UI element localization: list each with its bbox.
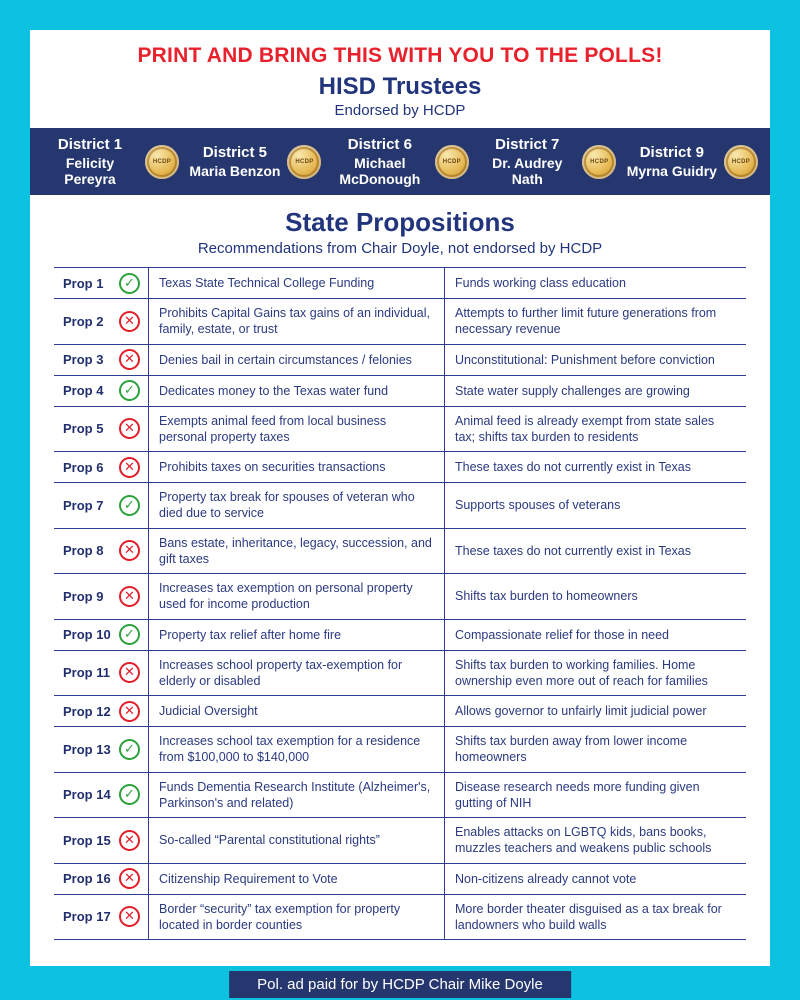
hcdp-seal-icon: HCDP — [145, 145, 179, 179]
district-text — [627, 144, 717, 179]
prop-reason: Attempts to further limit future generations from necessary revenue — [444, 299, 746, 344]
hcdp-seal-icon: HCDP — [287, 145, 321, 179]
x-icon: ✕ — [119, 701, 140, 722]
propositions-subtitle: Recommendations from Chair Doyle, not endorsed by HCDP — [197, 240, 603, 258]
district-text — [332, 136, 428, 187]
check-icon: ✓ — [119, 273, 140, 294]
prop-description: Increases tax exemption on personal property used for income production — [148, 574, 444, 619]
prop-reason: State water supply challenges are growing — [444, 376, 746, 406]
district-label: District 6 — [347, 136, 412, 153]
prop-label-cell — [54, 696, 148, 726]
prop-label-cell — [54, 483, 148, 528]
district-entry — [189, 144, 321, 179]
prop-row — [54, 818, 746, 864]
page-title: HISD Trustees — [318, 73, 482, 100]
prop-reason: More border theater disguised as a tax break for landowners who build walls — [444, 895, 746, 940]
prop-reason: These taxes do not currently exist in Texas — [444, 452, 746, 482]
district-text — [42, 136, 138, 187]
prop-row — [54, 727, 746, 773]
prop-label-cell — [54, 727, 148, 772]
prop-label-cell — [54, 773, 148, 818]
prop-label-cell — [54, 895, 148, 940]
page-subtitle: Endorsed by HCDP — [334, 102, 466, 119]
prop-label: Prop 7 — [63, 497, 104, 513]
prop-row — [54, 773, 746, 819]
prop-row — [54, 864, 746, 895]
prop-description: Exempts animal feed from local business personal property taxes — [148, 407, 444, 452]
x-icon: ✕ — [119, 830, 140, 851]
prop-reason: Disease research needs more funding given gutting of NIH — [444, 773, 746, 818]
prop-label-cell — [54, 574, 148, 619]
district-entry — [42, 136, 179, 187]
x-icon: ✕ — [119, 349, 140, 370]
prop-description: Bans estate, inheritance, legacy, succession, and gift taxes — [148, 529, 444, 574]
prop-label: Prop 10 — [63, 627, 111, 643]
prop-description: Increases school property tax-exemption for elderly or disabled — [148, 651, 444, 696]
district-label: District 9 — [639, 144, 704, 162]
prop-reason: Animal feed is already exempt from state sales tax; shifts tax burden to residents — [444, 407, 746, 452]
prop-label: Prop 12 — [63, 703, 111, 719]
candidate-name: Felicity Pereyra — [64, 155, 116, 188]
check-icon: ✓ — [119, 739, 140, 760]
district-label: District 7 — [495, 136, 560, 153]
hcdp-seal-icon: HCDP — [724, 145, 758, 179]
prop-label: Prop 3 — [63, 352, 104, 368]
propositions-table — [54, 267, 746, 940]
prop-label: Prop 17 — [63, 909, 111, 925]
prop-label-cell — [54, 407, 148, 452]
district-text — [189, 144, 280, 179]
district-label: District 5 — [202, 144, 268, 162]
x-icon: ✕ — [119, 311, 140, 332]
prop-description: Prohibits Capital Gains tax gains of an individual, family, estate, or trust — [148, 299, 444, 344]
prop-reason: These taxes do not currently exist in Texas — [444, 529, 746, 574]
prop-description: Denies bail in certain circumstances / felonies — [148, 345, 444, 375]
prop-reason: Shifts tax burden to homeowners — [444, 574, 746, 619]
prop-row — [54, 407, 746, 453]
candidate-name: Dr. Audrey Nath — [492, 155, 563, 188]
prop-label-cell — [54, 818, 148, 863]
prop-row — [54, 345, 746, 376]
prop-description: Citizenship Requirement to Vote — [148, 864, 444, 894]
prop-description: Prohibits taxes on securities transactions — [148, 452, 444, 482]
prop-label-cell — [54, 268, 148, 298]
flyer-sheet — [30, 30, 770, 966]
prop-row — [54, 574, 746, 620]
prop-reason: Shifts tax burden to working families. Home ownership even more out of reach for families — [444, 651, 746, 696]
prop-description: Property tax break for spouses of veteran who died due to service — [148, 483, 444, 528]
district-entry — [627, 144, 758, 179]
x-icon: ✕ — [119, 906, 140, 927]
prop-label: Prop 11 — [63, 665, 110, 681]
prop-label: Prop 6 — [63, 459, 104, 475]
candidate-name: Myrna Guidry — [626, 163, 717, 180]
prop-description: Dedicates money to the Texas water fund — [148, 376, 444, 406]
prop-label: Prop 2 — [63, 313, 104, 329]
prop-description: Increases school tax exemption for a residence from $100,000 to $140,000 — [148, 727, 444, 772]
district-entry — [332, 136, 469, 187]
prop-row — [54, 895, 746, 941]
prop-reason: Shifts tax burden away from lower income homeowners — [444, 727, 746, 772]
prop-description: Judicial Oversight — [148, 696, 444, 726]
prop-label: Prop 13 — [63, 741, 111, 757]
prop-label-cell — [54, 620, 148, 650]
prop-label: Prop 1 — [63, 275, 104, 291]
hcdp-seal-icon: HCDP — [435, 145, 469, 179]
prop-reason: Unconstitutional: Punishment before conviction — [444, 345, 746, 375]
footer-disclaimer: Pol. ad paid for by HCDP Chair Mike Doyle — [229, 971, 571, 998]
x-icon: ✕ — [119, 418, 140, 439]
check-icon: ✓ — [119, 624, 140, 645]
check-icon: ✓ — [119, 380, 140, 401]
prop-reason: Allows governor to unfairly limit judicial power — [444, 696, 746, 726]
prop-description: Property tax relief after home fire — [148, 620, 444, 650]
hcdp-seal-icon: HCDP — [582, 145, 616, 179]
prop-reason: Non-citizens already cannot vote — [444, 864, 746, 894]
prop-row — [54, 620, 746, 651]
prop-row — [54, 268, 746, 299]
prop-reason: Funds working class education — [444, 268, 746, 298]
prop-label: Prop 14 — [63, 787, 111, 803]
prop-label-cell — [54, 299, 148, 344]
prop-description: Border “security” tax exemption for property located in border counties — [148, 895, 444, 940]
district-banner — [30, 128, 770, 195]
prop-label: Prop 4 — [63, 383, 104, 399]
prop-row — [54, 651, 746, 697]
x-icon: ✕ — [119, 586, 140, 607]
prop-label-cell — [54, 651, 148, 696]
prop-row — [54, 529, 746, 575]
prop-row — [54, 452, 746, 483]
prop-label: Prop 9 — [63, 588, 104, 604]
check-icon: ✓ — [119, 495, 140, 516]
prop-reason: Supports spouses of veterans — [444, 483, 746, 528]
prop-description: So-called “Parental constitutional rights” — [148, 818, 444, 863]
prop-label-cell — [54, 864, 148, 894]
propositions-title: State Propositions — [285, 207, 515, 238]
prop-label-cell — [54, 376, 148, 406]
prop-label: Prop 5 — [63, 421, 104, 437]
x-icon: ✕ — [119, 662, 140, 683]
candidate-name: Michael McDonough — [339, 155, 421, 188]
prop-description: Texas State Technical College Funding — [148, 268, 444, 298]
candidate-name: Maria Benzon — [189, 163, 281, 180]
district-entry — [479, 136, 616, 187]
prop-label: Prop 8 — [63, 543, 104, 559]
prop-reason: Compassionate relief for those in need — [444, 620, 746, 650]
check-icon: ✓ — [119, 784, 140, 805]
prop-label-cell — [54, 529, 148, 574]
prop-label: Prop 16 — [63, 871, 111, 887]
prop-label-cell — [54, 345, 148, 375]
prop-label-cell — [54, 452, 148, 482]
prop-row — [54, 696, 746, 727]
x-icon: ✕ — [119, 457, 140, 478]
district-label: District 1 — [57, 136, 123, 153]
prop-row — [54, 376, 746, 407]
prop-row — [54, 483, 746, 529]
x-icon: ✕ — [119, 540, 140, 561]
prop-label: Prop 15 — [63, 832, 111, 848]
headline: PRINT AND BRING THIS WITH YOU TO THE POLLS! — [137, 44, 663, 67]
x-icon: ✕ — [119, 868, 140, 889]
prop-reason: Enables attacks on LGBTQ kids, bans books, muzzles teachers and weakens public schools — [444, 818, 746, 863]
prop-row — [54, 299, 746, 345]
district-text — [479, 136, 575, 187]
prop-description: Funds Dementia Research Institute (Alzheimer's, Parkinson's and related) — [148, 773, 444, 818]
